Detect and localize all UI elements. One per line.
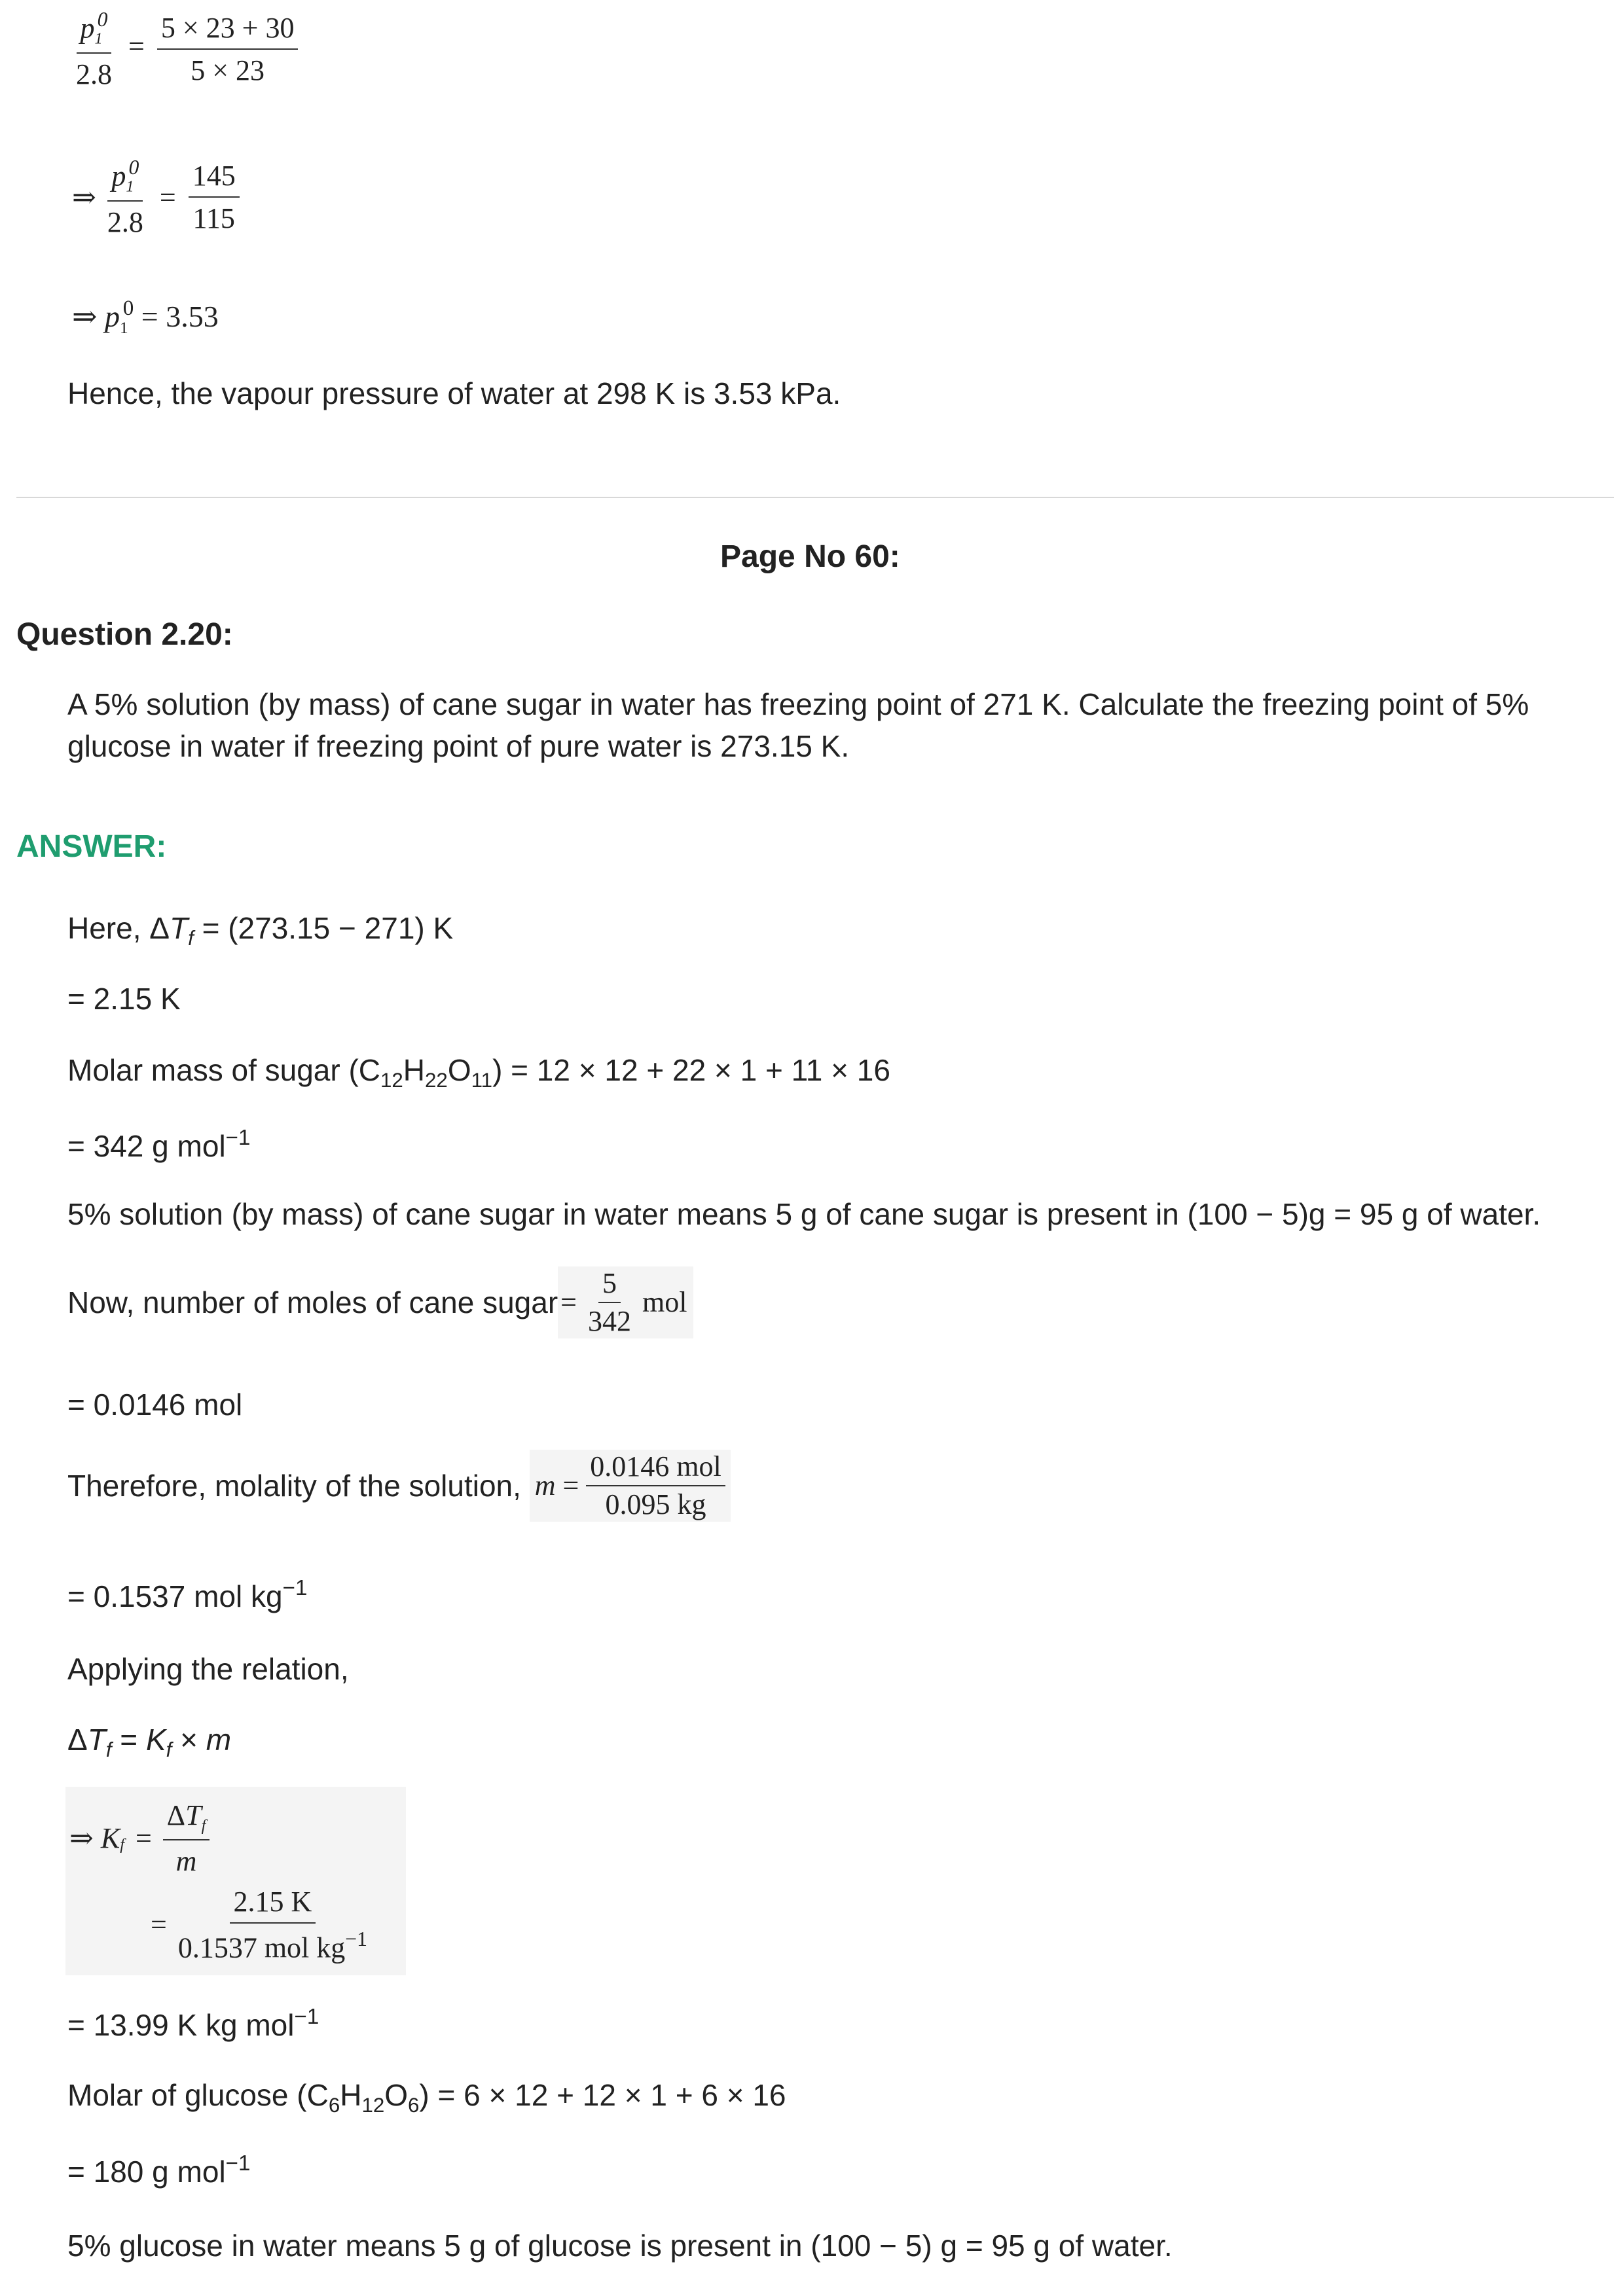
molality-fraction-box: m = $\frac{\text{0.0146 mol}}{0.095 kg}$ (530, 1450, 731, 1522)
glucose-molar-mass-line: Molar of glucose $(C_6H_{12}O_6) = 6 \times 12 + 12 \times 1 + 6 \times 16$ (67, 2078, 786, 2117)
applying-relation-line: Applying the relation, (67, 1652, 349, 1686)
moles-cane-sugar-line: Now, number of moles of cane sugar= $\frac{5}{342}$ mol (67, 1266, 693, 1338)
kf-formula: ⇒ $K_f$ = $\frac{\Delta T_f}{m}$ (69, 1799, 210, 1878)
molality-value: = 0.1537 mol $kg^{-1}$ (67, 1576, 308, 1614)
page-number-heading: Page No 60: (720, 539, 900, 574)
implies-arrow: ⇒ (72, 300, 98, 334)
solution-meaning-line: 5% solution (by mass) of cane sugar in water means 5 g of cane sugar is present in (100 − 5)g = 95 g of water. (67, 1197, 1541, 1231)
sugar-molar-mass-value: = 342 g mol$^{-1}$ (67, 1126, 251, 1164)
sugar-molar-mass-line: Molar mass of sugar $(C_{12}H_{22}O_{11}) = 12 \times 12 + 22 \times 1 + 11 \times 16$ (67, 1053, 890, 1092)
answer-label: ANSWER: (16, 829, 167, 864)
equation-vapour-ratio: $\frac{p_1^0}{2.8}$ = $\frac{5 \times 23 + 30}{5 \times 23}$ (72, 8, 298, 91)
question-label: Question 2.20: (16, 617, 233, 652)
hence-statement: Hence, the vapour pressure of water at 298 K is 3.53 kPa. (67, 376, 841, 410)
fraction-p1-over-2.8: $\frac{p_1^0}{2.8}$ (76, 8, 112, 90)
equation-implies-145-115: ⇒ $\frac{p_1^0}{2.8}$ = $\frac{145}{115}$ (72, 156, 240, 239)
fraction-rhs: $\frac{5 \times 23 + 30}{5 \times 23}$ (157, 11, 299, 87)
molality-line: Therefore, molality of the solution, m = $\frac{\text{0.0146 mol}}{0.095 kg}$ (67, 1450, 731, 1522)
question-text-line-2: glucose in water if freezing point of pure water is 273.15 K. (67, 729, 850, 763)
kf-value: = 13.99 K kg mol$^{-1}$ (67, 2005, 319, 2043)
glucose-solution-meaning: 5% glucose in water means 5 g of glucose is present in (100 − 5) g = 95 g of water. (67, 2229, 1173, 2263)
section-divider (16, 497, 1614, 498)
relation-equation: $\Delta T_f = K_f \times m$ (67, 1723, 232, 1761)
kf-derivation-box (65, 1787, 406, 1975)
implies-arrow: ⇒ (69, 1822, 94, 1855)
moles-value: = 0.0146 mol (67, 1388, 243, 1422)
implies-arrow: ⇒ (72, 181, 96, 213)
equation-p1-result: ⇒ $p_1^0 = 3.53$ (72, 296, 219, 337)
delta-tf-value: = 2.15 K (67, 982, 181, 1016)
moles-fraction-box: = $\frac{5}{342}$ mol (558, 1266, 693, 1338)
kf-substitution: = $\frac{2.15 K}{0.1537 mol kg^{-1}}$ (151, 1886, 367, 1964)
delta-tf-line: Here, $\Delta T_f = (273.15 - 271)$ K (67, 911, 454, 950)
glucose-molar-mass-value: = 180 g mol$^{-1}$ (67, 2151, 251, 2189)
question-text-line-1: A 5% solution (by mass) of cane sugar in water has freezing point of 271 K. Calculate the freezing point of 5% (67, 687, 1529, 721)
